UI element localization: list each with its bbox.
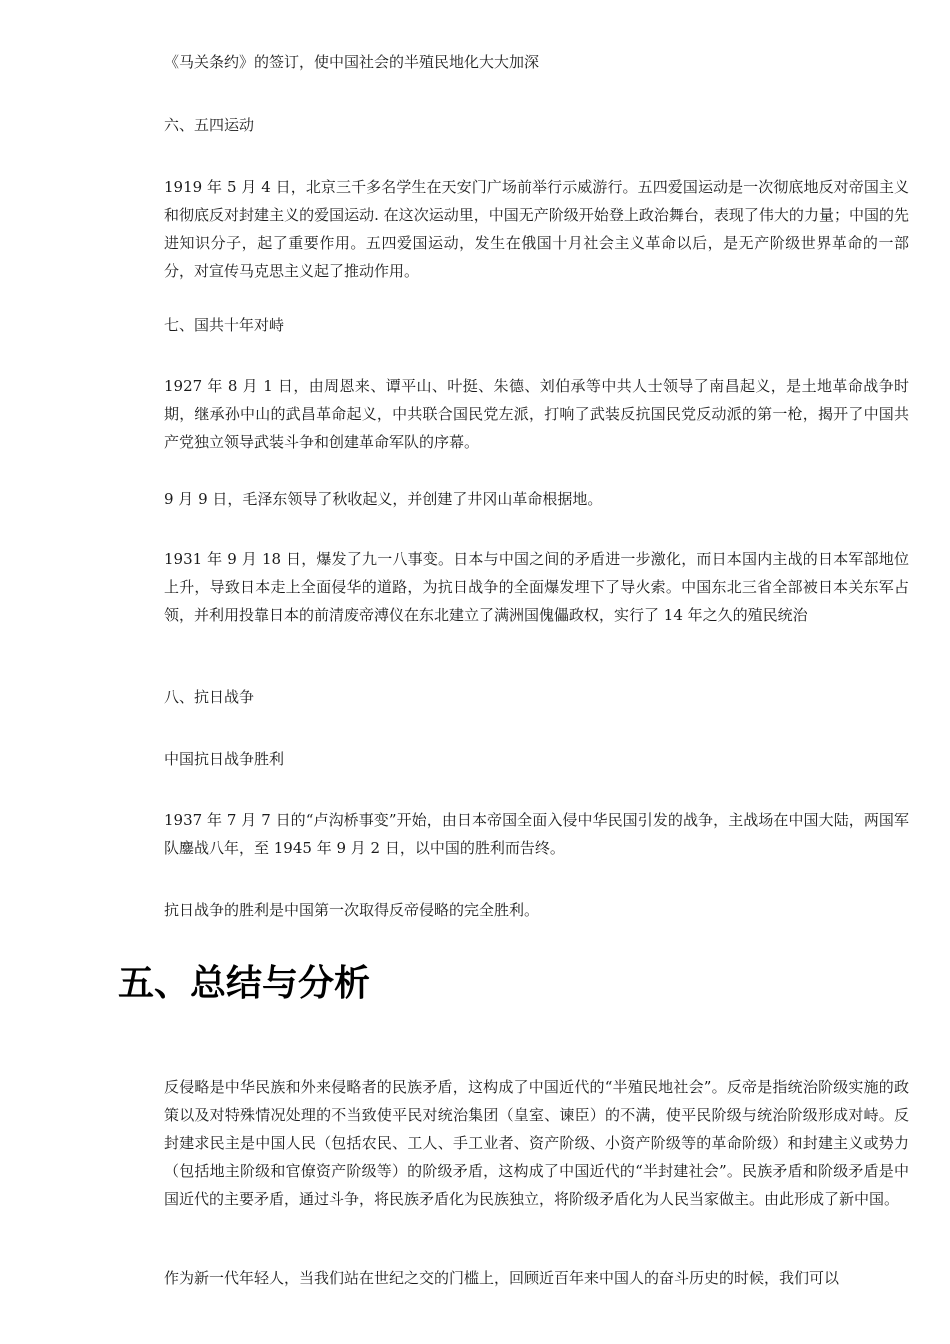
paragraph-nanchang: 1927 年 8 月 1 日，由周恩来、谭平山、叶挺、朱德、刘伯承等中共人士领导了南昌起义，是土地革命战争时期，继承孙中山的武昌革命起义，中共联合国民党左派，打响了武装反抗国民党反动派的第一枪，揭开了中国共产党独立领导武装斗争和创建革命军队的序幕。 [164, 377, 909, 451]
paragraph-victory-significance: 抗日战争的胜利是中国第一次取得反帝侵略的完全胜利。 [164, 901, 540, 919]
subheading-anti-japanese-war: 八、抗日战争 [164, 688, 255, 706]
subheading-victory: 中国抗日战争胜利 [164, 750, 285, 768]
subheading-kmt-cpc: 七、国共十年对峙 [164, 316, 285, 334]
paragraph-may-fourth: 1919 年 5 月 4 日，北京三千多名学生在天安门广场前举行示威游行。五四爱国运动是一次彻底地反对帝国主义和彻底反对封建主义的爱国运动. 在这次运动里，中国无产阶级开始登上政治舞台，表现了伟大的力量；中国的先进知识分子，起了重要作用。五四爱国运动，发生在俄国十月社会主义革命以后，是无产阶级世界革命的一部分，对宣传马克思主义起了推动作用。 [164, 178, 909, 280]
paragraph-summary: 反侵略是中华民族和外来侵略者的民族矛盾，这构成了中国近代的“半殖民地社会”。反帝是指统治阶级实施的政策以及对特殊情况处理的不当致使平民对统治集团（皇室、谏臣）的不满，使平民阶级与统治阶级形成对峙。反封建求民主是中国人民（包括农民、工人、手工业者、资产阶级、小资产阶级等的革命阶级）和封建主义或势力（包括地主阶级和官僚资产阶级等）的阶级矛盾，这构成了中国近代的“半封建社会”。民族矛盾和阶级矛盾是中国近代的主要矛盾，通过斗争，将民族矛盾化为民族独立，将阶级矛盾化为人民当家做主。由此形成了新中国。 [164, 1078, 909, 1208]
subheading-may-fourth: 六、五四运动 [164, 116, 255, 134]
paragraph-reflection: 作为新一代年轻人，当我们站在世纪之交的门槛上，回顾近百年来中国人的奋斗历史的时候，我们可以 [164, 1269, 840, 1287]
paragraph-lugou-bridge: 1937 年 7 月 7 日的“卢沟桥事变”开始，由日本帝国全面入侵中华民国引发的战争，主战场在中国大陆，两国军队鏖战八年，至 1945 年 9 月 2 日，以中国的胜利而告终。 [164, 811, 909, 857]
section-heading-summary: 五、总结与分析 [118, 963, 371, 1004]
paragraph-918: 1931 年 9 月 18 日，爆发了九一八事变。日本与中国之间的矛盾进一步激化，而日本国内主战的日本军部地位上升，导致日本走上全面侵华的道路，为抗日战争的全面爆发埋下了导火索。中国东北三省全部被日本关东军占领，并利用投靠日本的前清废帝溥仪在东北建立了满洲国傀儡政权，实行了 14 年之久的殖民统治 [164, 550, 909, 624]
paragraph-treaty: 《马关条约》的签订，使中国社会的半殖民地化大大加深 [164, 53, 540, 71]
paragraph-autumn-harvest: 9 月 9 日，毛泽东领导了秋收起义，并创建了井冈山革命根据地。 [164, 490, 603, 508]
